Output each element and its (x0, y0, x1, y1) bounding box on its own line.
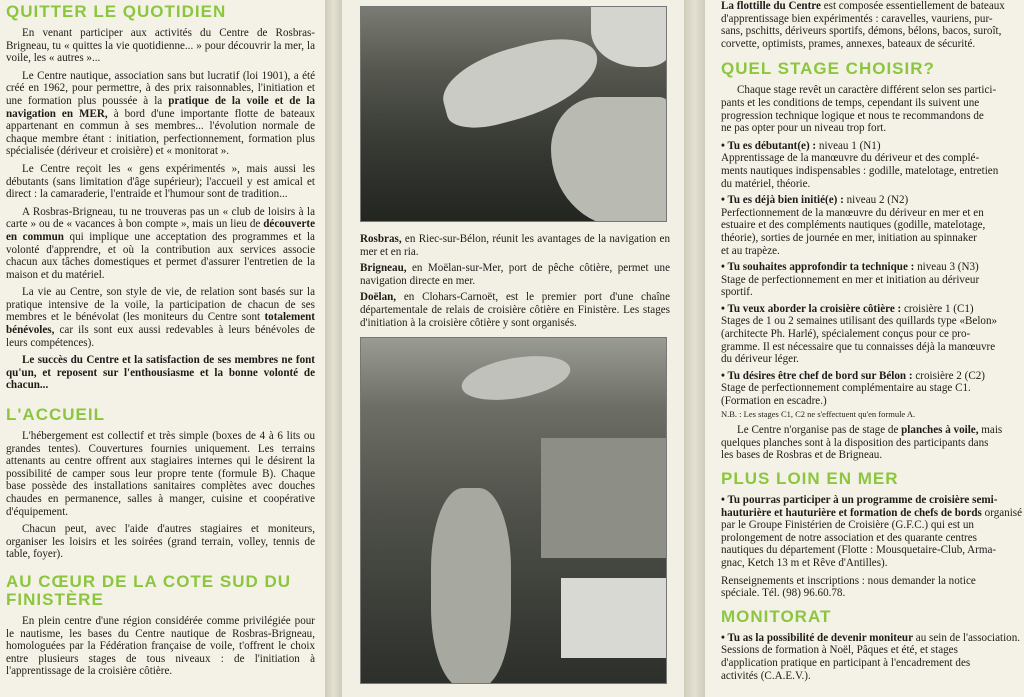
paragraph-stage: Chaque stage revêt un caractère différent selon ses partici- pants et les conditions de temps, cependant ils suivent une progression technique logique et nous te recommandons de ne pas opter pour un niveau trop fort. (721, 84, 997, 135)
paragraph: Le Centre nautique, association sans but lucratif (loi 1901), a été créé en 1962, pour permettre, à des prix raisonnables, l'initiation et une formation plus poussée à la pratique de la voile et de la navigation en MER, à bord d'une importante flotte de bateaux appartenant en commun à ses membres... l'évolution normale de chaque membre étant : initiation, perfectionnement, formation plus spécialisée (dériveur et croisière) et « monitorat ». (6, 69, 315, 158)
photo-harbor (541, 438, 666, 558)
aerial-photo-doelan (360, 337, 667, 684)
photo-water (458, 349, 573, 407)
caption-brigneau: Brigneau, en Moëlan-sur-Mer, port de pêche côtière, permet une navigation directe en mer. (360, 262, 670, 287)
photo-caption (360, 233, 670, 329)
paragraph: L'hébergement est collectif et très simple (boxes de 4 à 6 lits ou grandes tentes). Couvertures fournies uniquement. Les terrains attenants au centre offrent aux stagiaires internes qui le désirent la possibilité de camper sous leur propre tente (formule B). Chaque base possède des installations sanitaires complètes avec douches chaudes en permanence, salles à manger, cuisine et coopérative d'équipement. (6, 430, 315, 518)
level-n1: • Tu es débutant(e) : niveau 1 (N1) Apprentissage de la manœuvre du dériveur et des complé- ments nautiques indispensables : godille, matelotage, entretien du matériel, théorie. (721, 139, 999, 190)
column-middle (342, 0, 684, 697)
photo-sky (591, 7, 667, 67)
paragraph-planches: Le Centre n'organise pas de stage de planches à voile, mais quelques planches sont à la disposition des participants dans les bases de Rosbras et de Brigneau. (721, 424, 1003, 462)
column-right (705, 0, 1024, 697)
paragraph: En plein centre d'une région considérée comme privilégiée pour le nautisme, les bases du Centre nautique de Rosbras-Brigneau, homologuées par la Fédération française de voile, t'offrent le choix entre plusieurs stages de tous niveaux : de l'initiation à l'apprentissage de la croisière côtière. (6, 614, 315, 678)
heading-coeur: AU CŒUR DE LA COTE SUD DU FINISTÈRE (6, 571, 292, 609)
paragraph: Le Centre reçoit les « gens expérimentés », mais aussi les débutants (sans limitation d'âge supérieur); l'accueil y est amical et direct : la camaraderie, l'entraide et l'humour sont de tradition... (6, 162, 315, 201)
heading-stage: QUEL STAGE CHOISIR? (721, 59, 935, 79)
fold-shadow-left (325, 0, 342, 697)
aerial-photo-rosbras (360, 6, 667, 222)
paragraph-renseignements: Renseignements et inscriptions : nous demander la notice spéciale. Tél. (98) 96.60.78. (721, 574, 976, 600)
paragraph-gfc: • Tu pourras participer à un programme de croisière semi- hauturière et hauturière et formation de chefs de bords organisé par le Groupe Finistérien de Croisière (G.F.C.) qui est un prolongement de notre association et des quarante centres nautiques du département (Flotte : Mousquetaire-Club, Arma- gnac, Ketch 13 m et Rêve d'Antilles). (721, 494, 1023, 569)
heading-accueil: L'ACCUEIL (6, 405, 105, 425)
photo-water (551, 97, 667, 222)
photo-water (431, 488, 511, 684)
paragraph: A Rosbras-Brigneau, tu ne trouveras pas un « club de loisirs à la carte » ou de « vacances à bon compte », mais un lieu de découverte en commun qui implique une acceptation des programmes et la volonté d'apprendre, et où la contribution aux services associe chacun aux tâches domestiques et permet d'assurer l'entretien de la maison et du matériel. (6, 205, 315, 281)
column-left (0, 0, 325, 697)
paragraph-bold: Le succès du Centre et la satisfaction de ses membres ne font qu'un, et reposent sur l'enthousiasme et la bonne volonté de chacun... (6, 354, 315, 392)
level-c1: • Tu veux aborder la croisière côtière : croisière 1 (C1) Stages de 1 ou 2 semaines utilisant des quillards type «Belon» (architecte Ph. Harlé), spécialement conçus pour ce pro- gramme. Il est nécessaire que tu connaisses déjà la manœuvre du dériveur léger. (721, 302, 998, 366)
paragraph: En venant participer aux activités du Centre de Rosbras-Brigneau, tu « quittes la vie quotidienne... » pour découvrir la mer, la voile, les « autres »... (6, 27, 315, 65)
paragraph-monitorat: • Tu as la possibilité de devenir moniteur au sein de l'association. Sessions de formation à Noël, Pâques et été, et stages d'application pratique en participant à l'encadrement des activités (C.A.E.V.). (721, 631, 1021, 682)
level-n3: • Tu souhaites approfondir ta technique : niveau 3 (N3) Stage de perfectionnement en mer et initiation au dériveur sportif. (721, 261, 980, 299)
caption-rosbras: Rosbras, en Riec-sur-Bélon, réunit les avantages de la navigation en mer et en ria. (360, 233, 670, 258)
level-n2: • Tu es déjà bien initié(e) : niveau 2 (N2) Perfectionnement de la manœuvre du dériveur en mer et en estuaire et des compléments nautiques (godille, matelotage, théorie), sorties de journée en mer, initiation au spinnaker et au trapèze. (721, 194, 986, 257)
paragraph: La vie au Centre, son style de vie, de relation sont basés sur la pratique intensive de la voile, la participation de chacun de ses membres et le bénévolat (les moniteurs du Centre sont totalement bénévoles, car ils sont eux aussi redevables à leurs bénévoles de leurs compétences). (6, 286, 315, 349)
photo-quay (561, 578, 666, 658)
heading-quitter: QUITTER LE QUOTIDIEN (6, 2, 227, 21)
caption-doelan: Doëlan, en Clohars-Carnoët, est le premier port d'une chaîne départementale de relais de croisière côtière en Finistère. Les stages d'initiation à la croisière côtière y sont organisés. (360, 291, 670, 329)
heading-loin: PLUS LOIN EN MER (721, 469, 899, 488)
heading-monitorat: MONITORAT (721, 606, 832, 626)
paragraph: Chacun peut, avec l'aide d'autres stagiaires et moniteurs, organiser les loisirs et les soirées (grand terrain, volley, tennis de table, foyer). (6, 523, 315, 561)
fold-shadow-right (684, 0, 705, 697)
paragraph-flottille: La flottille du Centre est composée essentiellement de bateaux d'apprentissage bien expérimentés : caravelles, vauriens, pur- sans, pschitts, dériveurs sportifs, démons, bélons, bacos, suroît, corvette, optimists, prames, annexes, bateaux de sécurité. (721, 0, 1005, 50)
level-c2: • Tu désires être chef de bord sur Bélon : croisière 2 (C2) Stage de perfectionnement complémentaire au stage C1. (Formation en escadre.) N.B. : Les stages C1, C2 ne s'effectuent qu'en formule A. (721, 369, 985, 419)
